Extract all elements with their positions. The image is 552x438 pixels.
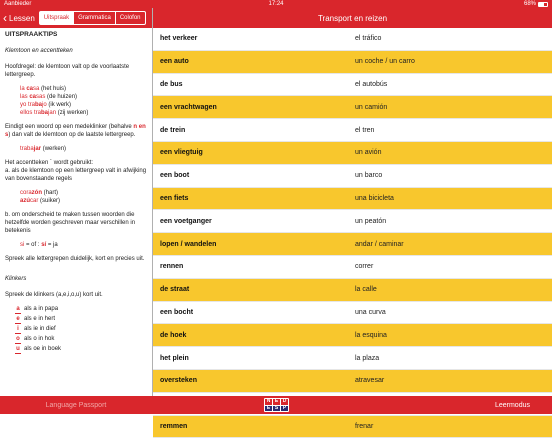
example-line: ellos trabajan (zij werken): [20, 110, 89, 116]
list-item[interactable]: [153, 51, 552, 74]
list-item[interactable]: [153, 302, 552, 325]
dutch-word: remmen: [160, 422, 188, 430]
spanish-word: el autobús: [355, 80, 388, 88]
dutch-word: een voetganger: [160, 217, 212, 225]
tab-grammatica[interactable]: Grammatica: [73, 12, 115, 24]
example-line: corazón (hart): [20, 190, 59, 196]
spanish-word: frenar: [355, 422, 374, 430]
vowel-row: u als oe in boek: [16, 346, 62, 352]
vowel-list: [5, 305, 147, 354]
pronunciation-panel[interactable]: [0, 28, 152, 396]
battery-percent: 68%: [523, 1, 536, 7]
list-item[interactable]: [153, 233, 552, 256]
list-item[interactable]: [153, 347, 552, 370]
paragraph: Eindigt een woord op een medeklinker (behalve n en s) dan valt de klemtoon op de laatste lettergreep.: [5, 124, 146, 138]
page-title: Transport en reizen: [317, 13, 388, 23]
dutch-word: een vrachtwagen: [160, 103, 217, 111]
list-item[interactable]: [153, 256, 552, 279]
tab-uitspraak[interactable]: Uitspraak: [40, 12, 73, 24]
list-item[interactable]: [153, 370, 552, 393]
nedesp-logo: N E D E S P: [264, 398, 289, 412]
dutch-word: de trein: [160, 126, 186, 134]
spanish-word: la plaza: [355, 354, 380, 362]
example-line: yo trabajo (ik werk): [20, 102, 72, 108]
dutch-word: de straat: [160, 286, 190, 294]
list-item[interactable]: [153, 210, 552, 233]
spanish-word: atravesar: [355, 377, 385, 385]
spanish-word: un peatón: [355, 217, 387, 225]
vowel-row: a als a in papa: [16, 306, 59, 312]
clock: 17:24: [268, 1, 284, 7]
battery-icon: [538, 2, 548, 7]
dutch-word: de bus: [160, 80, 183, 88]
spanish-word: una bicicleta: [355, 194, 394, 202]
spanish-word: correr: [355, 263, 374, 271]
list-item[interactable]: [153, 324, 552, 347]
list-item[interactable]: [153, 165, 552, 188]
segmented-control: [39, 11, 146, 25]
spanish-word: el tren: [355, 126, 375, 134]
dutch-word: rennen: [160, 263, 184, 271]
paragraph: b. om onderscheid te maken tussen woorden die hetzelfde worden geschreven maar verschillen in betekenis: [5, 212, 136, 234]
section-heading: Klinkers: [5, 276, 27, 282]
list-item[interactable]: [153, 416, 552, 438]
example-line: las casas (de huizen): [20, 94, 78, 100]
chevron-left-icon: ‹: [3, 11, 7, 25]
dutch-word: een vliegtuig: [160, 149, 203, 157]
battery-indicator: [524, 0, 548, 8]
section-heading: Klemtoon en accentteken: [5, 48, 73, 54]
spanish-word: un barco: [355, 172, 383, 180]
spanish-word: el tráfico: [355, 35, 382, 43]
dutch-word: lopen / wandelen: [160, 240, 217, 248]
dutch-word: het plein: [160, 354, 189, 362]
example-line: si = of : sí = ja: [20, 242, 58, 248]
dutch-word: een bocht: [160, 308, 194, 316]
study-mode-button[interactable]: Leermodus: [494, 401, 530, 409]
list-item[interactable]: [153, 119, 552, 142]
vowel-row: e als e in hert: [16, 316, 56, 322]
language-passport-button[interactable]: Language Passport: [45, 401, 107, 409]
spanish-word: una curva: [355, 308, 386, 316]
dutch-word: een fiets: [160, 194, 189, 202]
vowel-row: i als ie in dief: [15, 325, 147, 334]
spanish-word: la calle: [355, 286, 377, 294]
right-navbar: [153, 8, 552, 28]
list-item[interactable]: [153, 142, 552, 165]
left-navbar: [0, 8, 152, 28]
dutch-word: een auto: [160, 58, 189, 66]
back-label: Lessen: [9, 13, 35, 23]
paragraph: Spreek alle lettergrepen duidelijk, kort en precies uit.: [5, 256, 145, 262]
spanish-word: andar / caminar: [355, 240, 404, 248]
list-item[interactable]: [153, 279, 552, 302]
tips-title: UITSPRAAKTIPS: [5, 31, 58, 38]
status-bar: [0, 0, 552, 8]
example-block: [5, 241, 147, 249]
list-item[interactable]: [153, 96, 552, 119]
spanish-word: un avión: [355, 149, 382, 157]
example-block: [5, 85, 147, 117]
list-item[interactable]: [153, 188, 552, 211]
example-block: [5, 189, 147, 205]
paragraph: Hoofdregel: de klemtoon valt op de voorlaatste lettergreep.: [5, 64, 130, 78]
dutch-word: oversteken: [160, 377, 197, 385]
paragraph: Spreek de klinkers (a,e,i,o,u) kort uit.: [5, 292, 103, 298]
bottom-toolbar: [0, 396, 552, 414]
dutch-word: de hoek: [160, 331, 187, 339]
dutch-word: het verkeer: [160, 35, 198, 43]
spanish-word: un coche / un carro: [355, 58, 415, 66]
dutch-word: een boot: [160, 172, 190, 180]
spanish-word: la esquina: [355, 331, 387, 339]
paragraph: Het accentteken ´ wordt gebruikt: a. als de klemtoon op een lettergreep valt in afwijking van bovenstaande regels: [5, 160, 147, 182]
example-line: trabajar (werken): [20, 146, 67, 152]
tab-colofon[interactable]: Colofon: [115, 12, 145, 24]
example-block: [5, 145, 147, 153]
spanish-word: un camión: [355, 103, 388, 111]
list-item[interactable]: [153, 28, 552, 51]
list-item[interactable]: [153, 74, 552, 97]
carrier-label: Aanbieder: [4, 1, 32, 7]
example-line: la casa (het huis): [20, 86, 67, 92]
example-line: azúcar (suiker): [20, 198, 61, 204]
vowel-row: o als o in hok: [16, 336, 55, 342]
back-button[interactable]: [0, 12, 35, 24]
